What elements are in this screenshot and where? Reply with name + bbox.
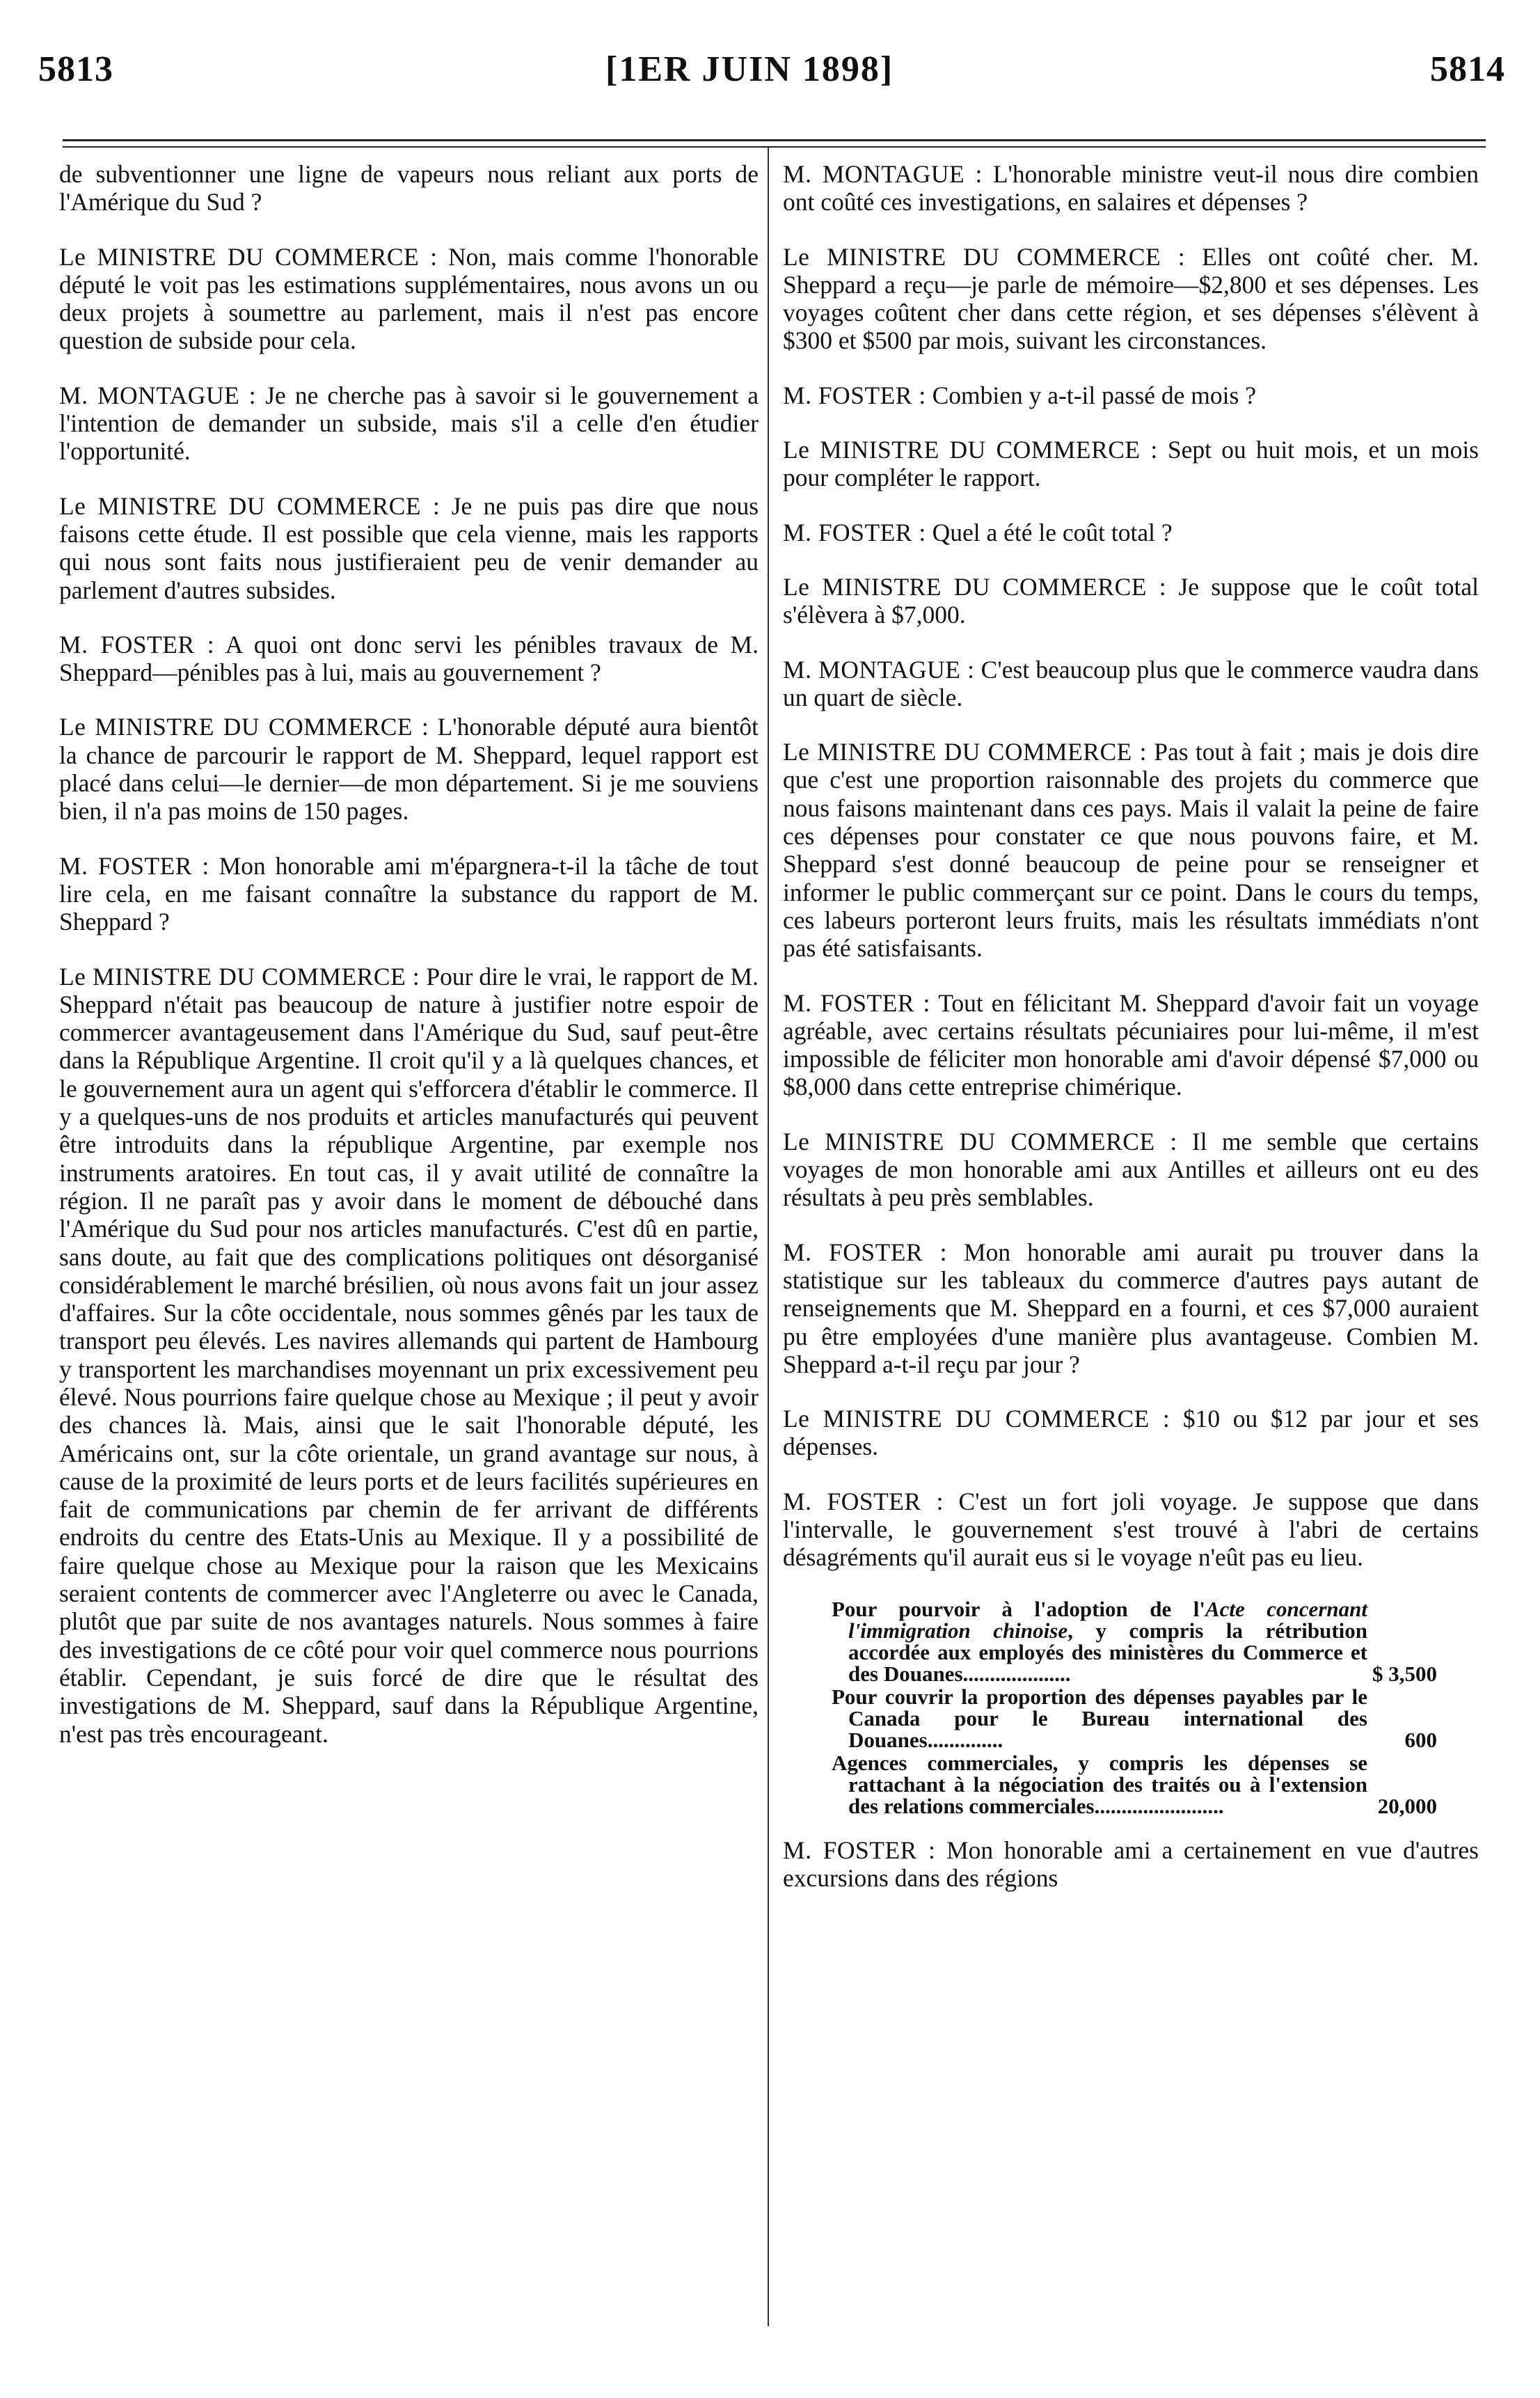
speech: Pas tout à fait ; mais je dois dire que c'est une proportion raisonnable des projets du commerce que nous faisons maintenant dans ces pays. Mais il valait la peine de faire ces dépenses pour constater ce que nous pouvons faire, et M. Sheppard s'est donné beaucoup de peine pour se renseigner et informer le public commerçant sur ce point. Dans le cours du temps, ces labeurs porteront leurs fruits, mais les résultats immédiats n'ont pas été satisfaisants. (783, 738, 1479, 963)
speech: Je ne puis pas dire que nous faisons cette étude. Il est possible que cela vienne, mais les rapports qui nous sont faits nous justifieraient peu de venir demander au parlement d'autres subsides. (59, 491, 759, 604)
speaker: M. MONTAGUE : (783, 160, 983, 188)
header-date: [1ER JUIN 1898] (605, 49, 894, 89)
speaker: Le MINISTRE DU COMMERCE : (783, 1127, 1177, 1155)
speaker: Le MINISTRE DU COMMERCE : (783, 436, 1158, 464)
paragraph (783, 243, 1479, 355)
speaker: M. FOSTER : (59, 630, 215, 658)
speaker: M. FOSTER : (783, 1238, 948, 1266)
speech: Mon honorable ami m'épargnera-t-il la tâche de tout lire cela, en me faisant connaître la substance du rapport de M. Sheppard ? (59, 851, 759, 936)
paragraph (59, 160, 759, 216)
budget-item-act-title: Acte concernant l'immigration chinoise (848, 1596, 1367, 1643)
speaker: Le MINISTRE DU COMMERCE : (59, 491, 440, 520)
paragraph (783, 160, 1479, 216)
speaker: M. MONTAGUE : (783, 655, 975, 684)
speaker: Le MINISTRE DU COMMERCE : (59, 242, 438, 271)
speaker: Le MINISTRE DU COMMERCE : (783, 738, 1147, 766)
paragraph (59, 243, 759, 355)
paragraph (783, 381, 1479, 409)
page-header (0, 49, 1540, 90)
speaker: M. FOSTER : (783, 518, 926, 546)
speech: Combien y a-t-il passé de mois ? (926, 381, 1256, 409)
speaker: Le MINISTRE DU COMMERCE : (783, 1405, 1170, 1433)
budget-item-amount: 600 (1404, 1727, 1437, 1752)
budget-item-amount: $ 3,500 (1372, 1661, 1437, 1686)
speaker: M. FOSTER : (783, 1487, 944, 1515)
paragraph (783, 1238, 1479, 1378)
speech: Mon honorable ami a certainement en vue d'autres excursions dans des régions (783, 1836, 1479, 1892)
paragraph (783, 738, 1479, 962)
budget-items (832, 1598, 1479, 1817)
paragraph (783, 1128, 1479, 1212)
speech: Tout en félicitant M. Sheppard d'avoir fait un voyage agréable, avec certains résultats pécuniaires pour lui-même, il m'est impossible de féliciter mon honorable ami d'avoir dépensé $7,000 ou $8,000 dans cette entreprise chimérique. (783, 988, 1479, 1101)
paragraph (783, 436, 1479, 492)
speaker: M. FOSTER : (783, 988, 930, 1017)
paragraph (783, 989, 1479, 1101)
header-rule (63, 139, 1486, 141)
speech: C'est un fort joli voyage. Je suppose que dans l'intervalle, le gouvernement s'est trouvé à l'abri de certains désagréments qu'il aurait eus si le voyage n'eût pas eu lieu. (783, 1487, 1479, 1572)
paragraph (783, 1405, 1479, 1461)
budget-item: Agences commerciales, y compris les dépenses se rattachant à la négociation des traités ou à l'extension des relations commerciales........................ 20,000 (832, 1750, 1437, 1818)
speaker: Le MINISTRE DU COMMERCE : (59, 713, 429, 741)
speech: de subventionner une ligne de vapeurs nous reliant aux ports de l'Amérique du Sud ? (59, 160, 759, 216)
paragraph (59, 852, 759, 936)
speech: Mon honorable ami aurait pu trouver dans la statistique sur les tableaux du commerce d'autres pays autant de renseignements que M. Sheppard en a fourni, et ces $7,000 auraient pu être employées d'une manière plus avantageuse. Combien M. Sheppard a-t-il reçu par jour ? (783, 1238, 1479, 1378)
speech: Elles ont coûté cher. M. Sheppard a reçu—je parle de mémoire—$2,800 et ses dépenses. Les voyages coûtent cher dans cette région, et ses dépenses s'élèvent à $300 et $500 par mois, suivant les circonstances. (783, 242, 1479, 355)
speech: Sept ou huit mois, et un mois pour compléter le rapport. (783, 436, 1479, 492)
page-number-right: 5814 (1430, 49, 1505, 89)
budget-item-text: Agences commerciales, y compris les dépenses se rattachant à la négociation des traités ou à l'extension des relations commerciales (832, 1750, 1367, 1818)
speech: Il me semble que certains voyages de mon honorable ami aux Antilles et ailleurs ont eu des résultats à peu près semblables. (783, 1127, 1479, 1212)
budget-item-amount: 20,000 (1377, 1793, 1437, 1818)
speech: L'honorable député aura bientôt la chance de parcourir le rapport de M. Sheppard, lequel rapport est placé dans celui—le dernier—de mon département. Si je me souviens bien, il n'a pas moins de 150 pages. (59, 713, 759, 826)
speaker: Le MINISTRE DU COMMERCE : (783, 242, 1186, 271)
budget-item-text: Pour couvrir la proportion des dépenses payables par le Canada pour le Bureau international des Douanes (832, 1684, 1367, 1752)
left-column (59, 160, 759, 1774)
speech: Je ne cherche pas à savoir si le gouvernement a l'intention de demander un subside, mais s'il a celle d'en étudier l'opportunité. (59, 381, 759, 466)
speaker: Le MINISTRE DU COMMERCE : (783, 572, 1167, 601)
paragraph (783, 519, 1479, 546)
speech: Je suppose que le coût total s'élèvera à $7,000. (783, 572, 1479, 629)
speech: L'honorable ministre veut-il nous dire combien ont coûté ces investigations, en salaires et dépenses ? (783, 160, 1479, 216)
right-column (783, 160, 1479, 1918)
speaker: M. FOSTER : (783, 381, 926, 409)
speech: Non, mais comme l'honorable député le voit pas les estimations supplémentaires, nous avons un ou deux projets à soumettre au parlement, mais il n'est pas encore question de subside pour cela. (59, 242, 759, 355)
budget-item: Pour couvrir la proportion des dépenses payables par le Canada pour le Bureau international des Douanes.............. 600 (832, 1684, 1437, 1752)
paragraph (59, 713, 759, 825)
paragraph (783, 656, 1479, 712)
paragraph (783, 573, 1479, 629)
speech: $10 ou $12 par jour et ses dépenses. (783, 1405, 1479, 1461)
budget-item: Pour pourvoir à l'adoption de l'Acte concernant l'immigration chinoise, y compris la rétribution accordée aux employés des ministères du Commerce et des Douanes.................... $ 3,500 (832, 1596, 1437, 1686)
speech: C'est beaucoup plus que le commerce vaudra dans un quart de siècle. (783, 655, 1479, 711)
page-number-left: 5813 (38, 49, 113, 89)
column-divider (768, 148, 769, 2326)
budget-item-text: Pour pourvoir à l'adoption de l' (832, 1596, 1205, 1621)
speech: A quoi ont donc servi les pénibles travaux de M. Sheppard—pénibles pas à lui, mais au gouvernement ? (59, 630, 759, 687)
paragraph (59, 492, 759, 604)
speech: Quel a été le coût total ? (926, 518, 1173, 546)
speaker: M. FOSTER : (783, 1836, 936, 1864)
speaker: M. FOSTER : (59, 851, 209, 880)
paragraph (783, 1488, 1479, 1572)
speech: Pour dire le vrai, le rapport de M. Sheppard n'était pas beaucoup de nature à justifier notre espoir de commercer avantageusement dans l'Amérique du Sud, sauf peut-être dans la République Argentine. Il croit qu'il y a là quelques chances, et le gouvernement aura un agent qui s'efforcera d'établir le commerce. Il y a quelques-uns de nos produits et articles manufacturés qui peuvent être introduits dans la république Argentine, par exemple nos instruments aratoires. En tout cas, il y avait utilité de connaître la région. Il ne paraît pas y avoir dans le moment de débouché dans l'Amérique du Sud pour nos articles manufacturés. C'est dû en partie, sans doute, au fait que des complications politiques ont désorganisé considérablement le marché brésilien, où nous avons fait un jour assez d'affaires. Sur la côte occidentale, nous sommes gênés par les taux de transport peu élevés. Les navires allemands qui partent de Hambourg y transportent les marchandises moyennant un prix excessivement peu élevé. Nous pourrions faire quelque chose au Mexique ; il peut y avoir des chances là. Mais, ainsi que le sait l'honorable député, les Américains ont, sur la côte orientale, un grand avantage sur nous, à cause de la proximité de leurs ports et de leurs facilités supérieures en fait de communications par chemin de fer arrivant de différents endroits du centre des Etats-Unis au Mexique. Il y a possibilité de faire quelque chose au Mexique pour la raison que les Mexicains seraient contents de commercer avec l'Angleterre ou avec le Canada, plutôt que par suite de nos avantages naturels. Nous sommes à faire des investigations de ce côté pour voir quel commerce nous pourrions établir. Cependant, je suis forcé de dire que le résultat des investigations de M. Sheppard, sauf dans la République Argentine, n'est pas très encourageant. (59, 962, 759, 1748)
speaker: Le MINISTRE DU COMMERCE : (59, 962, 420, 991)
paragraph (59, 381, 759, 466)
paragraph (783, 1836, 1479, 1893)
budget-item-text: , y compris la rétribution accordée aux employés des ministères du Commerce et des Douanes (848, 1618, 1368, 1686)
paragraph (59, 963, 759, 1748)
header-rule-thin (63, 146, 1486, 148)
paragraph (59, 631, 759, 687)
speaker: M. MONTAGUE : (59, 381, 257, 409)
